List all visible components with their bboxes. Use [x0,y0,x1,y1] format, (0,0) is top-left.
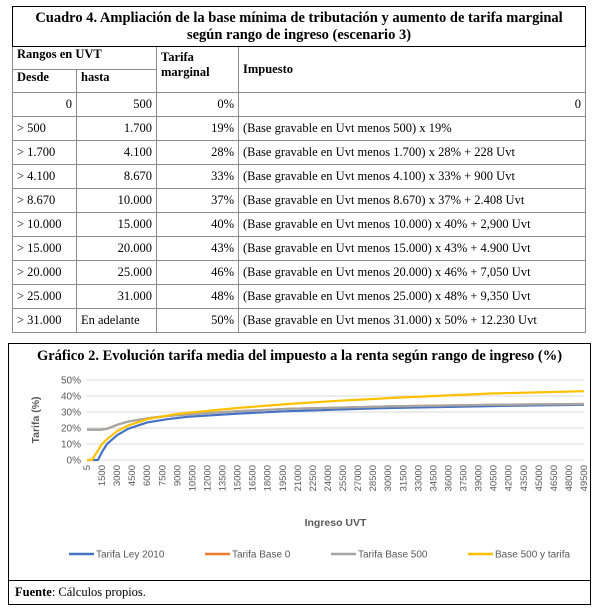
x-tick-label: 9000 [172,465,184,487]
x-tick-label: 15000 [232,465,244,492]
cell-tarifa: 48% [157,285,239,309]
cell-tarifa: 40% [157,213,239,237]
legend-entry: Tarifa Base 500 [358,549,428,561]
chart-svg [9,368,590,578]
cell-impuesto: (Base gravable en Uvt menos 8.670) x 37% + 2.408 Uvt [239,189,586,213]
table-caption [13,7,586,47]
x-tick-label: 28500 [368,465,380,492]
x-tick-label: 42000 [503,465,515,492]
x-tick-label: 40500 [488,465,500,492]
x-tick-label: 34500 [428,465,440,492]
table-row [13,237,586,261]
x-tick-label: 39000 [473,465,485,492]
cell-impuesto: (Base gravable en Uvt menos 20.000) x 46% + 7,050 Uvt [239,261,586,285]
cell-impuesto: (Base gravable en Uvt menos 10.000) x 40% + 2,900 Uvt [239,213,586,237]
cell-tarifa: 43% [157,237,239,261]
x-tick-label: 24000 [322,465,334,492]
x-tick-label: 4500 [127,465,139,487]
cell-hasta: 500 [77,93,157,117]
cell-hasta: 25.000 [77,261,157,285]
cell-tarifa: 28% [157,141,239,165]
header-impuesto: Impuesto [239,47,586,93]
cell-desde: > 10.000 [13,213,77,237]
x-tick-label: 37500 [458,465,470,492]
cell-hasta: 31.000 [77,285,157,309]
table-row [13,141,586,165]
cell-impuesto: (Base gravable en Uvt menos 1.700) x 28% + 228 Uvt [239,141,586,165]
x-tick-label: 45000 [533,465,545,492]
source-note [15,585,146,600]
cell-tarifa: 46% [157,261,239,285]
table-row [13,213,586,237]
x-axis-title: Ingreso UVT [304,517,367,529]
table-row [13,93,586,117]
cell-tarifa: 0% [157,93,239,117]
cell-tarifa: 33% [157,165,239,189]
y-tick-label: 30% [60,407,81,419]
x-tick-label: 7500 [157,465,169,487]
cuadro-4-table [12,6,586,333]
y-tick-label: 50% [60,375,81,387]
cell-desde: > 15.000 [13,237,77,261]
chart-title: Gráfico 2. Evolución tarifa media del impuesto a la renta según rango de ingreso (%) [36,348,563,364]
x-tick-label: 18000 [262,465,274,492]
x-tick-label: 12000 [202,465,214,492]
cell-desde: > 4.100 [13,165,77,189]
x-tick-label: 46500 [548,465,560,492]
series-line [87,391,584,460]
table-row [13,285,586,309]
cell-impuesto: 0 [239,93,586,117]
x-tick-label: 5 [82,465,93,471]
cell-desde: > 25.000 [13,285,77,309]
source-text: : Cálculos propios. [51,585,146,599]
table-caption-line2: según rango de ingreso (escenario 3) [186,27,412,43]
y-tick-label: 20% [60,423,81,435]
chart-container [8,343,591,581]
table-row [13,189,586,213]
table-row [13,261,586,285]
series-line [87,405,584,460]
source-box [8,579,591,605]
x-tick-label: 25500 [338,465,350,492]
cell-hasta: 10.000 [77,189,157,213]
cell-impuesto: (Base gravable en Uvt menos 4.100) x 33% + 900 Uvt [239,165,586,189]
source-label: Fuente [15,585,52,599]
x-tick-label: 19500 [277,465,289,492]
x-tick-label: 21000 [292,465,304,492]
y-tick-label: 0% [66,455,81,467]
cell-impuesto: (Base gravable en Uvt menos 31.000) x 50% + 12.230 Uvt [239,309,586,333]
cell-hasta: 20.000 [77,237,157,261]
cell-impuesto: (Base gravable en Uvt menos 15.000) x 43% + 4.900 Uvt [239,237,586,261]
cell-desde: > 8.670 [13,189,77,213]
cell-tarifa: 37% [157,189,239,213]
x-tick-label: 6000 [142,465,154,487]
header-hasta: hasta [77,70,157,93]
x-tick-label: 33000 [413,465,425,492]
x-tick-label: 10500 [187,465,199,492]
table-row [13,309,586,333]
legend-entry: Tarifa Base 0 [232,549,291,561]
y-tick-label: 40% [60,391,81,403]
cell-desde: > 500 [13,117,77,141]
table-row [13,165,586,189]
cell-hasta: 15.000 [77,213,157,237]
cell-hasta: 1.700 [77,117,157,141]
legend-entry: Base 500 y tarifa [495,549,571,561]
cell-desde: 0 [13,93,77,117]
cell-hasta: 8.670 [77,165,157,189]
header-tarifa-line1: Tarifa [161,50,194,64]
cell-hasta: 4.100 [77,141,157,165]
x-tick-label: 49500 [579,465,590,492]
x-tick-label: 27000 [353,465,365,492]
header-desde: Desde [13,70,77,93]
cell-desde: > 1.700 [13,141,77,165]
x-tick-label: 36000 [443,465,455,492]
x-tick-label: 16500 [247,465,259,492]
x-tick-label: 3000 [112,465,124,487]
cell-impuesto: (Base gravable en Uvt menos 500) x 19% [239,117,586,141]
table-caption-line1: Cuadro 4. Ampliación de la base mínima de tributación y aumento de tarifa marginal [35,10,563,26]
cuadro-4-table-wrap [12,6,585,333]
x-tick-label: 48000 [563,465,575,492]
x-tick-label: 1500 [97,465,109,487]
table-row [13,117,586,141]
cell-tarifa: 50% [157,309,239,333]
x-tick-label: 30000 [383,465,395,492]
x-tick-label: 43500 [518,465,530,492]
x-tick-label: 13500 [217,465,229,492]
header-rangos: Rangos en UVT [13,47,157,70]
cell-tarifa: 19% [157,117,239,141]
header-tarifa-line2: marginal [161,65,210,79]
legend-entry: Tarifa Ley 2010 [96,549,165,561]
cell-impuesto: (Base gravable en Uvt menos 25.000) x 48% + 9,350 Uvt [239,285,586,309]
cell-desde: > 20.000 [13,261,77,285]
y-tick-label: 10% [60,439,81,451]
x-tick-label: 22500 [307,465,319,492]
header-tarifa [157,47,239,93]
cell-hasta: En adelante [77,309,157,333]
cell-desde: > 31.000 [13,309,77,333]
x-tick-label: 31500 [398,465,410,492]
y-axis-title: Tarifa (%) [30,396,42,444]
